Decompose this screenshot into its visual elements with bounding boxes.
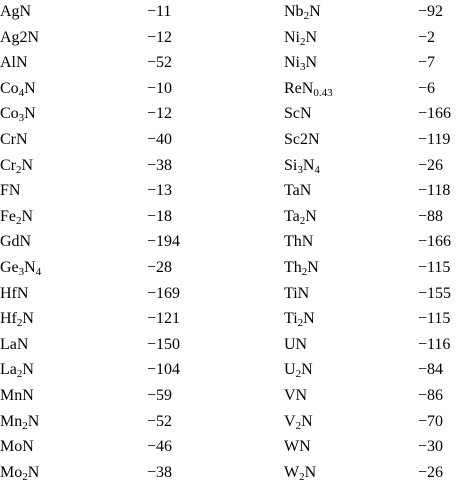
energy-value: −150 <box>147 335 181 353</box>
compound-name: ThN <box>284 233 314 251</box>
energy-value: −121 <box>147 310 181 328</box>
compound-name: TiN <box>284 284 310 302</box>
energy-value: −119 <box>418 130 451 148</box>
energy-value: −52 <box>147 412 173 430</box>
table-row <box>0 0 474 25</box>
compound-name: Sc2N <box>284 130 320 148</box>
table-row <box>0 281 474 307</box>
energy-value: −86 <box>418 386 444 404</box>
energy-value: −194 <box>147 233 181 251</box>
energy-value: −18 <box>147 207 173 225</box>
compound-name: MoN <box>0 438 34 456</box>
table-row <box>0 101 474 127</box>
table-row <box>0 409 474 435</box>
compound-name: $Hf_2N$ <box>0 310 34 330</box>
compound-name: $Ta_2N$ <box>284 207 317 227</box>
energy-value: −88 <box>418 207 444 225</box>
energy-value: −46 <box>147 438 173 456</box>
compound-name: MnN <box>0 386 34 404</box>
compound-name: ReN$_{0.43}$ <box>284 79 333 99</box>
table-row <box>0 127 474 153</box>
compound-name: $V_2N$ <box>284 412 313 432</box>
energy-value: −52 <box>147 54 173 72</box>
compound-name: $Mo_2N$ <box>0 463 40 483</box>
compound-name: $Nb_2N$ <box>284 3 321 22</box>
compound-name: $La_2N$ <box>0 361 34 381</box>
table-row <box>0 255 474 281</box>
compound-name: $U_2N$ <box>284 361 313 381</box>
energy-value: −11 <box>147 3 172 20</box>
table-row <box>0 357 474 383</box>
energy-value: −118 <box>418 182 451 200</box>
energy-value: −26 <box>418 156 444 174</box>
energy-value: −12 <box>147 105 173 123</box>
table-row <box>0 50 474 76</box>
compound-name: $Th_2N$ <box>284 258 319 278</box>
compound-name: $Cr_2N$ <box>0 156 34 176</box>
energy-value: −10 <box>147 79 173 97</box>
compound-name: VN <box>284 386 308 404</box>
table-row <box>0 178 474 204</box>
energy-value: −6 <box>418 79 436 97</box>
energy-value: −169 <box>147 284 181 302</box>
energy-value: −7 <box>418 54 436 72</box>
energy-value: −70 <box>418 412 444 430</box>
energy-value: −166 <box>418 105 452 123</box>
compound-name: Ag2N <box>0 28 40 46</box>
compound-name: $Co_3N$ <box>0 105 36 125</box>
compound-name: $Ge_3N_4$ <box>0 258 42 278</box>
table-row <box>0 306 474 332</box>
table-row <box>0 229 474 255</box>
energy-value: −30 <box>418 438 444 456</box>
energy-value: −38 <box>147 463 173 481</box>
energy-value: −115 <box>418 258 451 276</box>
energy-value: −115 <box>418 310 451 328</box>
energy-value: −92 <box>418 3 444 20</box>
compound-name: $W_2N$ <box>284 463 317 483</box>
compound-name: CrN <box>0 130 28 148</box>
compound-name: GdN <box>0 233 32 251</box>
compound-name: $Ni_2N$ <box>284 28 318 48</box>
compound-name: ScN <box>284 105 312 123</box>
compound-name: $Si_3N_4$ <box>284 156 320 176</box>
compound-name: AlN <box>0 54 28 72</box>
energy-value: −26 <box>418 463 444 481</box>
energy-value: −84 <box>418 361 444 379</box>
table-row <box>0 25 474 51</box>
compound-name: TaN <box>284 182 312 200</box>
energy-value: −28 <box>147 258 173 276</box>
energy-value: −12 <box>147 28 173 46</box>
compound-name: $Mn_2N$ <box>0 412 40 432</box>
compound-name: LaN <box>0 335 29 353</box>
table-row <box>0 153 474 179</box>
energy-value: −2 <box>418 28 436 46</box>
table-row <box>0 204 474 230</box>
energy-value: −116 <box>418 335 451 353</box>
energy-value: −13 <box>147 182 173 200</box>
compound-name: AgN <box>0 3 32 20</box>
table-row <box>0 332 474 358</box>
compound-name: $Ti_2N$ <box>284 310 315 330</box>
table-row <box>0 76 474 102</box>
compound-name: WN <box>284 438 311 456</box>
table-row <box>0 383 474 409</box>
energy-value: −59 <box>147 386 173 404</box>
compound-name: HfN <box>0 284 29 302</box>
energy-value: −104 <box>147 361 181 379</box>
table-row <box>0 434 474 460</box>
compound-name: $Ni_3N$ <box>284 54 318 74</box>
compound-name: $Fe_2N$ <box>0 207 34 227</box>
energy-value: −166 <box>418 233 452 251</box>
energy-value: −38 <box>147 156 173 174</box>
energy-value: −155 <box>418 284 452 302</box>
energy-value: −40 <box>147 130 173 148</box>
compound-name: $Co_4N$ <box>0 79 36 99</box>
table-row <box>0 460 474 485</box>
compound-name: UN <box>284 335 308 353</box>
compound-name: FN <box>0 182 21 200</box>
